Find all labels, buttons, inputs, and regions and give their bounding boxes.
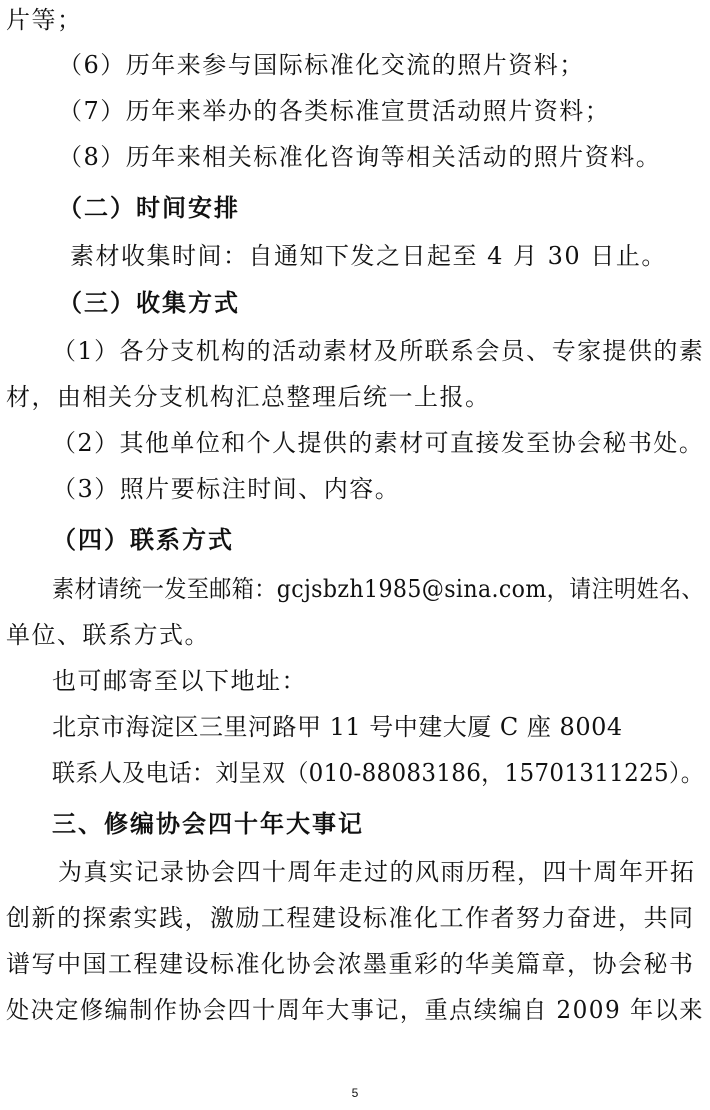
section-heading: （二）时间安排 [58, 194, 240, 222]
paragraph-line: 素材收集时间：自通知下发之日起至 4 月 30 日止。 [70, 242, 667, 270]
list-item: （7）历年来举办的各类标准宣贯活动照片资料； [58, 97, 611, 125]
list-item: （3）照片要标注时间、内容。 [52, 475, 401, 503]
contact-line: 联系人及电话：刘呈双（010-88083186，15701311225）。 [52, 759, 705, 787]
section-heading: 三、修编协会四十年大事记 [52, 810, 364, 838]
section-heading: （四）联系方式 [52, 526, 234, 554]
paragraph-line: 谱写中国工程建设标准化协会浓墨重彩的华美篇章，协会秘书 [6, 950, 695, 978]
list-item: （2）其他单位和个人提供的素材可直接发至协会秘书处。 [52, 429, 705, 457]
page-number: 5 [351, 1086, 359, 1100]
paragraph-line: 创新的探索实践，激励工程建设标准化工作者努力奋进，共同 [6, 904, 695, 932]
paragraph-line: 材，由相关分支机构汇总整理后统一上报。 [6, 383, 491, 411]
paragraph-line: 为真实记录协会四十周年走过的风雨历程，四十周年开拓 [58, 858, 696, 886]
paragraph-line: 处决定修编制作协会四十周年大事记，重点续编自 2009 年以来 [6, 996, 704, 1024]
paragraph-line: 也可邮寄至以下地址： [52, 667, 307, 695]
paragraph-line: 片等； [6, 6, 83, 34]
paragraph-line: 素材请统一发至邮箱：gcjsbzh1985@sina.com，请注明姓名、 [52, 575, 704, 603]
list-item: （8）历年来相关标准化咨询等相关活动的照片资料。 [58, 143, 662, 171]
address-line: 北京市海淀区三里河路甲 11 号中建大厦 C 座 8004 [52, 713, 623, 741]
paragraph-line: 单位、联系方式。 [6, 621, 210, 649]
section-heading: （三）收集方式 [58, 289, 240, 317]
list-item: （6）历年来参与国际标准化交流的照片资料； [58, 51, 585, 79]
list-item: （1）各分支机构的活动素材及所联系会员、专家提供的素 [52, 337, 705, 365]
